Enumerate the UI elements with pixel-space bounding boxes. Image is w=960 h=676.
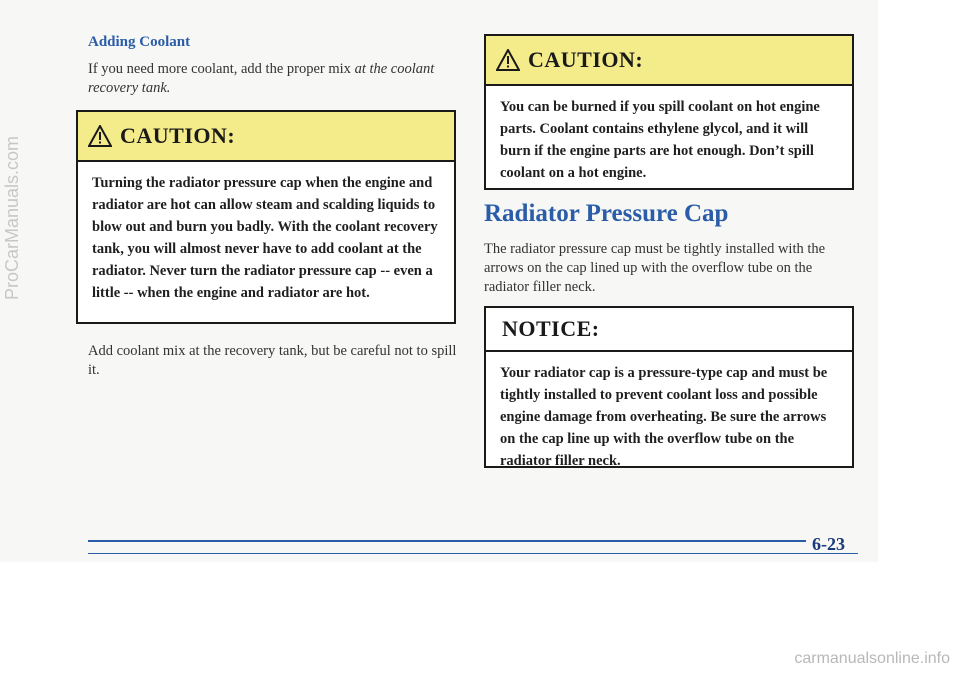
caution-title-left: CAUTION: [120, 123, 236, 148]
caution-text-right: You can be burned if you spill coolant on hot engine parts. Coolant contains ethylene glycol, and it will burn if the engine parts are hot enough. Don’t spill coolant on a hot engine. [500, 99, 820, 181]
adding-coolant-intro [88, 60, 448, 98]
notice-text: Your radiator cap is a pressure-type cap and must be tightly installed to prevent coolant loss and possible engine damage from overheating. Be sure the arrows on the cap line up with the overflow tube on the radiator filler neck. [500, 365, 828, 469]
notice-header [486, 308, 852, 352]
site-watermark: carmanualsonline.info [794, 650, 950, 667]
intro-italic-text: at the coolant recovery tank. [88, 61, 435, 96]
warning-triangle-icon [88, 125, 112, 147]
caution-text-left: Turning the radiator pressure cap when the engine and radiator are hot can allow steam and scalding liquids to blow out and burn you badly. With the coolant recovery tank, you will almost never have to add coolant at the radiator. Never turn the radiator pressure cap -- even a little -- when the engine and radiator are hot. [92, 175, 438, 301]
notice-title: NOTICE: [502, 316, 600, 341]
page-number: 6-23 [812, 534, 845, 554]
radiator-pressure-cap-heading: Radiator Pressure Cap [484, 200, 729, 227]
caution-box-left [76, 110, 456, 324]
caution-header-left [78, 112, 454, 162]
radiator-pressure-cap-text: The radiator pressure cap must be tightly installed with the arrows on the cap lined up with the overflow tube on the radiator filler neck. [484, 241, 826, 295]
caution-box-right [484, 34, 854, 190]
side-watermark: ProCarManuals.com [2, 135, 22, 300]
footer-rule-bottom [88, 553, 858, 554]
caution-title-right: CAUTION: [528, 47, 644, 72]
caution-header-right [486, 36, 852, 86]
intro-text: If you need more coolant, add the proper mix [88, 61, 355, 77]
footer-rule-top [88, 540, 806, 542]
adding-coolant-closing: Add coolant mix at the recovery tank, but be careful not to spill it. [88, 343, 457, 378]
notice-box [484, 306, 854, 468]
warning-triangle-icon [496, 49, 520, 71]
adding-coolant-heading: Adding Coolant [88, 34, 191, 50]
